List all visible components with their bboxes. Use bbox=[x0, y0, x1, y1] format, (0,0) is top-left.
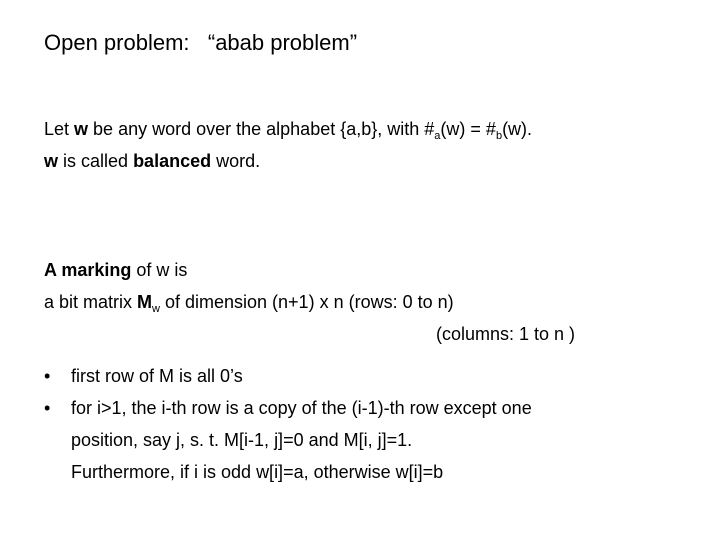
bullet-text: for i>1, the i-th row is a copy of the (i-1)-th row except one bbox=[71, 398, 532, 418]
intro-line-1 bbox=[44, 113, 532, 145]
bullet-list bbox=[44, 360, 532, 488]
definition-text: of dimension (n+1) x n (rows: 0 to n) bbox=[159, 292, 454, 312]
bullet-icon: • bbox=[44, 398, 51, 418]
intro-text: is called bbox=[58, 151, 134, 171]
intro-text: (w) = # bbox=[440, 119, 496, 139]
bullet-text: first row of M is all 0’s bbox=[71, 366, 243, 386]
intro-text: (w). bbox=[502, 119, 533, 139]
bullet-text: position, say j, s. t. M[i-1, j]=0 and M[i, j]=1. bbox=[71, 430, 413, 450]
definition-text: of w is bbox=[131, 260, 188, 280]
intro-text: Let bbox=[44, 119, 75, 139]
bullet-item bbox=[44, 392, 532, 488]
term-balanced: balanced bbox=[133, 151, 212, 171]
word-w: w bbox=[74, 119, 89, 139]
matrix-m: M bbox=[137, 292, 153, 312]
bullet-item bbox=[44, 360, 532, 392]
definition-text: a bit matrix bbox=[44, 292, 138, 312]
definition-paragraph bbox=[44, 254, 575, 350]
definition-line-1 bbox=[44, 254, 575, 286]
intro-paragraph bbox=[44, 113, 532, 177]
word-w: w bbox=[44, 151, 59, 171]
term-marking: A marking bbox=[44, 260, 132, 280]
bullet-icon: • bbox=[44, 366, 51, 386]
subscript-a: a bbox=[434, 130, 441, 142]
slide-title: Open problem: “abab problem” bbox=[44, 30, 358, 55]
subscript-b: b bbox=[495, 130, 503, 142]
intro-text: word. bbox=[211, 151, 261, 171]
definition-line-3: (columns: 1 to n ) bbox=[436, 324, 576, 344]
intro-text: be any word over the alphabet {a,b}, with # bbox=[88, 119, 435, 139]
bullet-text: Furthermore, if i is odd w[i]=a, otherwise w[i]=b bbox=[71, 462, 444, 482]
definition-line-2 bbox=[44, 286, 575, 318]
intro-line-2 bbox=[44, 145, 532, 177]
subscript-w: w bbox=[152, 303, 160, 315]
